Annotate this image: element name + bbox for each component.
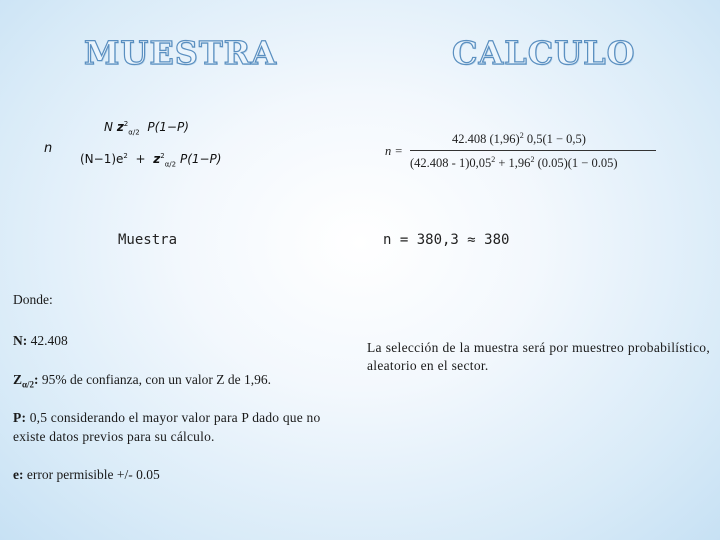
result-label: n = 380,3 ≈ 380 [383, 232, 510, 248]
muestra-label: Muestra [118, 232, 178, 248]
formula-general-denominator: $(N-1)e^2 + z^2_{\alpha/2}$ P(1−P) [80, 152, 222, 169]
formula-lhs-n: n [44, 141, 53, 156]
definition-z: $Z_{\alpha/2}$: 95% de confianza, con un valor Z de 1,96. [13, 372, 271, 390]
donde-heading: Donde: [13, 292, 53, 307]
title-calculo: CALCULO [452, 34, 636, 72]
title-muestra: MUESTRA [84, 34, 278, 72]
definition-n: N: 42.408 [13, 333, 68, 348]
formula-calc-lhs: n = [385, 144, 403, 158]
seleccion-paragraph: La selección de la muestra será por muestreo probabilístico, aleatorio en el sector. [367, 340, 710, 373]
fraction-bar [410, 150, 656, 151]
formula-calc-numerator: 42.408 $(1,96)^2$ 0,5(1 − 0,5) [452, 131, 586, 147]
definition-e: e: error permisible +/- 0.05 [13, 467, 160, 482]
formula-general-numerator: N $z^2_{\alpha/2}$ P(1−P) [104, 120, 189, 137]
formula-calc-denominator: $(42.408 - 1)0,05^2 + 1,96^2$ (0.05)(1 − 0.05) [410, 155, 618, 171]
definition-p: P: 0,5 considerando el mayor valor para P dado que no existe datos previos para su cálculo. [13, 410, 321, 444]
